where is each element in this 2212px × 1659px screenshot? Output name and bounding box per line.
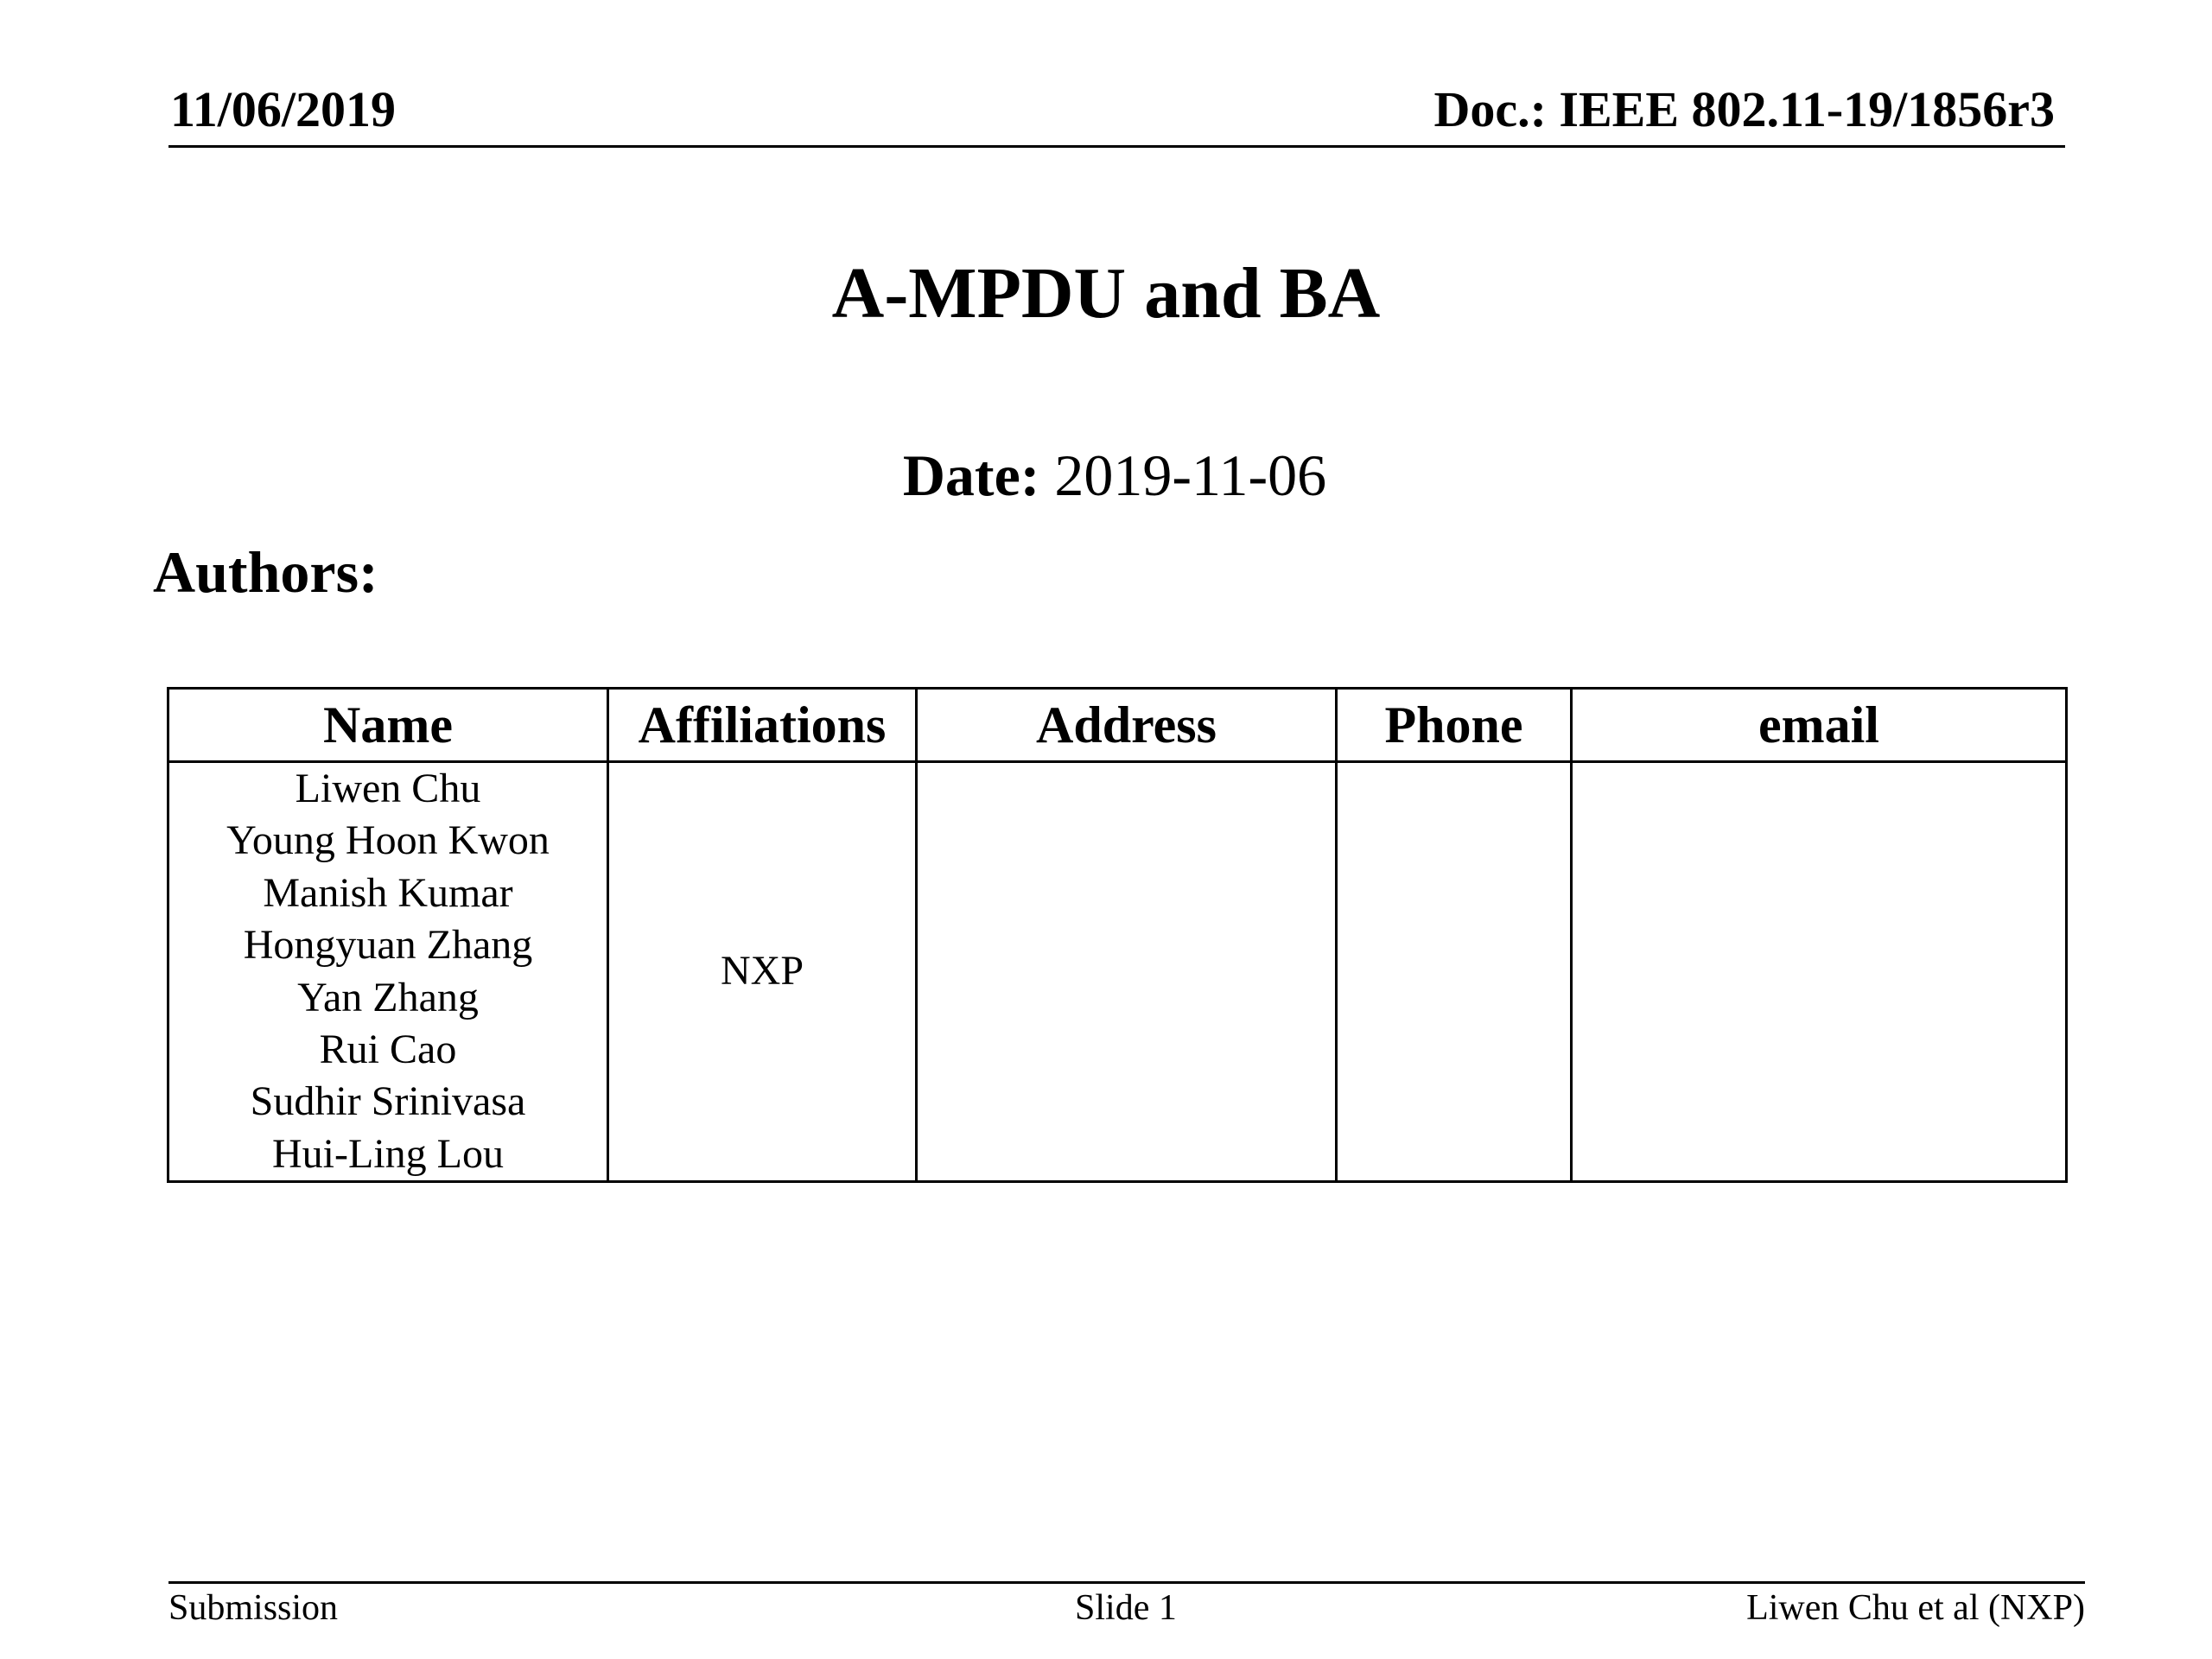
date-line <box>0 442 2212 508</box>
column-header-name: Name <box>168 689 608 762</box>
date-value: 2019-11-06 <box>1054 442 1327 508</box>
header-divider <box>168 145 2065 148</box>
author-name: Hui-Ling Lou <box>272 1130 504 1177</box>
date-label: Date: <box>902 442 1040 508</box>
footer-divider <box>168 1581 2085 1584</box>
author-name: Rui Cao <box>319 1027 457 1073</box>
phone-cell <box>1337 762 1572 1182</box>
author-name: Sudhir Srinivasa <box>250 1078 526 1125</box>
email-cell <box>1572 762 2067 1182</box>
author-name: Hongyuan Zhang <box>243 922 533 969</box>
slide-title: A-MPDU and BA <box>831 253 1381 334</box>
table-header-row <box>168 689 2067 762</box>
names-cell <box>168 762 608 1182</box>
address-cell <box>917 762 1337 1182</box>
footer-slide-number: Slide 1 <box>1075 1588 1177 1628</box>
footer-authors: Liwen Chu et al (NXP) <box>1746 1588 2085 1628</box>
column-header-email: email <box>1572 689 2067 762</box>
footer-submission: Submission <box>168 1588 339 1628</box>
authors-table <box>167 687 2068 1183</box>
authors-heading: Authors: <box>153 539 378 605</box>
header-date: 11/06/2019 <box>170 81 397 137</box>
column-header-address: Address <box>917 689 1337 762</box>
column-header-affiliations: Affiliations <box>608 689 917 762</box>
author-name: Young Hoon Kwon <box>226 817 550 864</box>
affiliation-cell: NXP <box>608 762 917 1182</box>
author-name: Manish Kumar <box>263 869 513 916</box>
column-header-phone: Phone <box>1337 689 1572 762</box>
author-name: Liwen Chu <box>295 766 481 811</box>
header-doc-id: Doc.: IEEE 802.11-19/1856r3 <box>1433 81 2055 137</box>
table-row <box>168 762 2067 1182</box>
author-name: Yan Zhang <box>297 974 479 1020</box>
